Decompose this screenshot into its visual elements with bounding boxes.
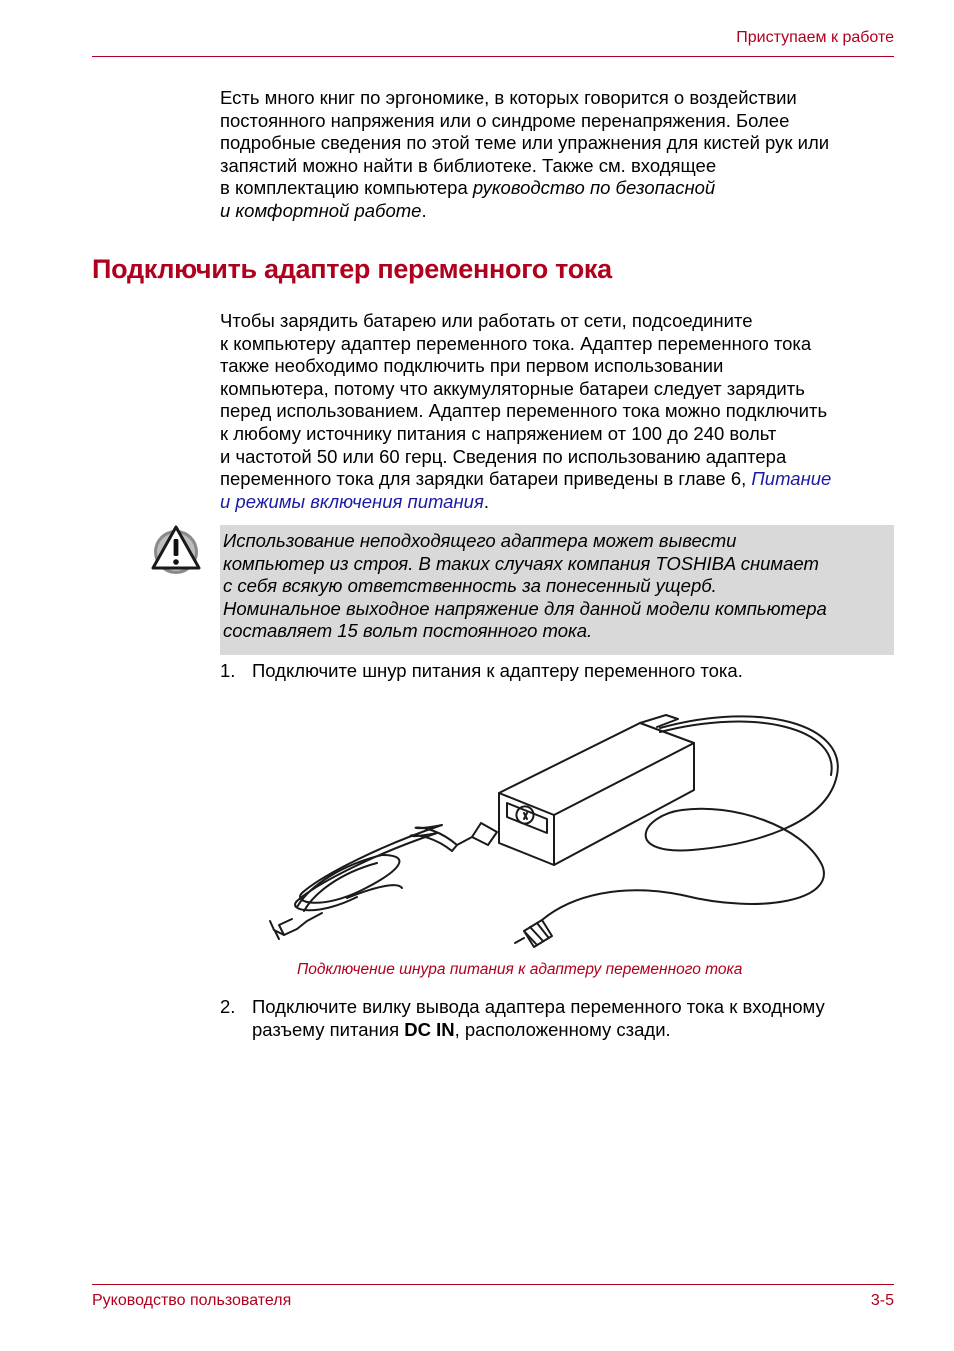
text-line: к компьютеру адаптер переменного тока. Адаптер переменного тока	[220, 332, 812, 354]
text-line: Есть много книг по эргономике, в которых говорится о воздействии	[220, 87, 797, 108]
text-line: подробные сведения по этой теме или упражнения для кистей рук или	[220, 132, 830, 154]
chapter-link[interactable]: и режимы включения питания	[220, 490, 484, 512]
step-text	[252, 996, 825, 1041]
intro-paragraph	[220, 87, 900, 223]
text-line: Чтобы зарядить батарею или работать от сети, подсоедините	[220, 310, 753, 331]
text-segment: .	[483, 490, 489, 512]
page-number: 3-5	[870, 1292, 894, 1309]
text-line: запястий можно найти в библиотеке. Также см. входящее	[220, 154, 717, 176]
section-title: Подключить адаптер переменного тока	[92, 254, 612, 284]
text-line: составляет 15 вольт постоянного тока.	[223, 620, 593, 642]
text-segment: , расположенному сзади.	[454, 1018, 671, 1040]
running-header: Приступаем к работе	[736, 29, 894, 46]
header-rule	[92, 56, 894, 57]
step-number: 1.	[220, 660, 236, 681]
text-line: и частотой 50 или 60 герц. Сведения по использованию адаптера	[220, 445, 787, 467]
chapter-link[interactable]: Питание	[751, 468, 832, 490]
text-segment: разъему питания	[252, 1018, 405, 1040]
text-line: с себя всякую ответственность за понесенный ущерб.	[223, 575, 717, 597]
manual-title-italic: и комфортной работе	[220, 199, 422, 221]
footer-manual-title: Руководство пользователя	[92, 1292, 292, 1309]
footer-rule	[92, 1284, 894, 1285]
text-line: компьютера, потому что аккумуляторные батареи следует зарядить	[220, 377, 805, 399]
warning-icon	[150, 524, 202, 576]
text-line	[220, 177, 900, 200]
step-text: Подключите шнур питания к адаптеру переменного тока.	[252, 660, 743, 681]
warning-text	[223, 530, 895, 643]
text-line: к любому источнику питания с напряжением от 100 до 240 вольт	[220, 422, 777, 444]
text-line: Использование неподходящего адаптера может вывести	[223, 530, 737, 551]
text-line: компьютер из строя. В таких случаях компания TOSHIBA снимает	[223, 552, 819, 574]
figure-caption: Подключение шнура питания к адаптеру переменного тока	[297, 961, 743, 978]
text-line	[252, 1019, 825, 1042]
text-line	[220, 491, 900, 514]
text-line: также необходимо подключить при первом использовании	[220, 355, 724, 377]
ac-adapter-illustration	[262, 705, 847, 950]
text-line: Номинальное выходное напряжение для данной модели компьютера	[223, 597, 827, 619]
text-line	[220, 468, 900, 491]
text-segment: .	[421, 199, 427, 221]
step-number: 2.	[220, 996, 236, 1017]
text-segment: переменного тока для зарядки батареи приведены в главе 6,	[220, 468, 752, 490]
text-line: Подключите вилку вывода адаптера переменного тока к входному	[252, 996, 825, 1017]
text-line: постоянного напряжения или о синдроме перенапряжения. Более	[220, 109, 790, 131]
manual-title-italic: руководство по безопасной	[472, 177, 716, 199]
section-paragraph	[220, 310, 900, 513]
text-line	[220, 200, 900, 223]
text-segment: в комплектацию компьютера	[220, 177, 473, 199]
text-line: перед использованием. Адаптер переменного тока можно подключить	[220, 400, 828, 422]
port-label-bold: DC IN	[404, 1018, 455, 1040]
